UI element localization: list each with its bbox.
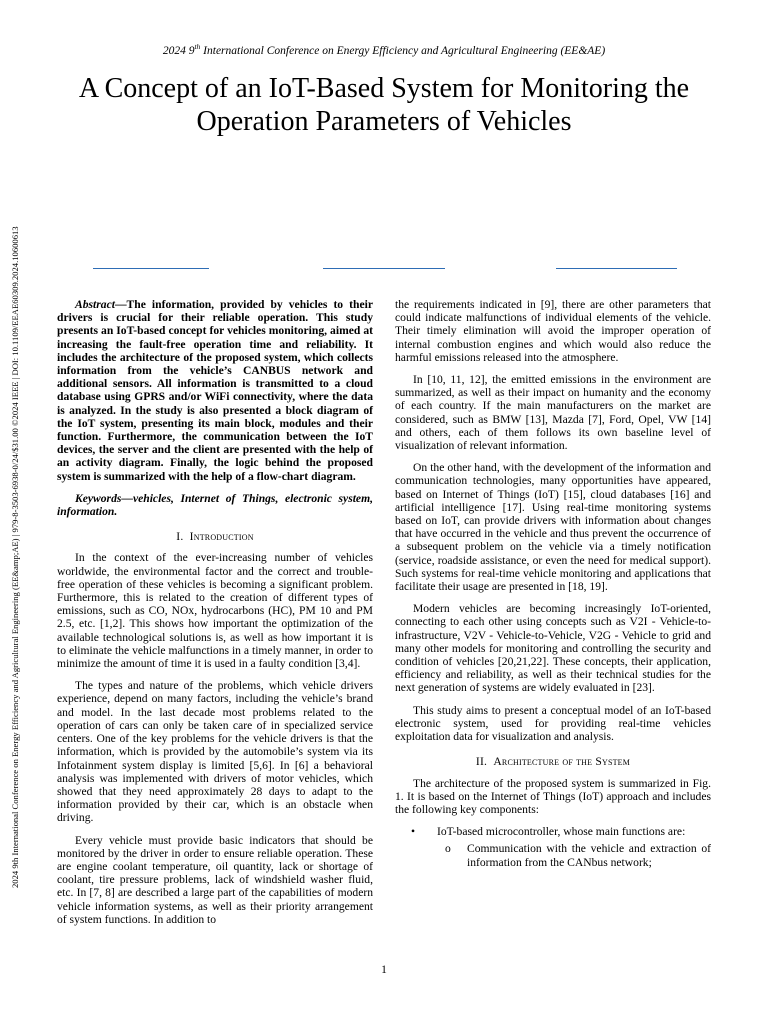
right-column [395,298,711,875]
intro-paragraph-4: In [10, 11, 12], the emitted emissions in the environment are summarized, as well as their impact on humanity and the economy of each country. If the main manufacturers on the market are considered, such as BMW [13], Mazda [7], Ford, Opel, VW [14] and others, each of them follows its own baseline level of visualization of relevant information. [395,373,711,453]
hollow-bullet-icon: o [445,842,451,856]
author-divider-1 [93,268,209,269]
abstract: Abstract—The information, provided by vehicles to their drivers is crucial for their reliable operation. This study presents an IoT-based concept for vehicles monitoring, aimed at increasing the fault-free operation time and reliability. It includes the architecture of the proposed system, which collects information from the vehicle’s CANBUS network and additional sensors. All information is transmitted to a cloud database using GPRS and/or WiFi connectivity, where the data is analyzed. In the study is also presented a block diagram of the IoT system, presenting its main block, modules and their function. Furthermore, the communication between the IoT devices, the server and the client are presented with the help of an activity diagram. Finally, the logic behind the proposed system is summarized with the help of a flow-chart diagram. [57,298,373,483]
list-item: • IoT-based microcontroller, whose main functions are: o Communication with the vehicle and extraction of information from the CANbus network; [411,825,711,869]
component-list [395,825,711,869]
keywords [57,492,373,518]
bullet-icon: • [411,825,416,839]
section-heading-architecture: II. Architecture of the System [475,755,631,769]
architecture-paragraph-1: The architecture of the proposed system is summarized in Fig. 1. It is based on the Internet of Things (IoT) approach and includes the following key components: [395,776,711,816]
intro-paragraph-6: Modern vehicles are becoming increasingly IoT-oriented, connecting to each other using concepts such as V2I - Vehicle-to-infrastructure, V2V - Vehicle-to-Vehicle, V2G - Vehicle to grid and many other models for monitoring and controlling the security and condition of vehicles [20,21,22]. These concepts, their application, efficiency and reliability, as well as their technical studies for the next generation of systems are widely evaluated in [23]. [395,602,711,695]
intro-paragraph-3: Every vehicle must provide basic indicators that should be monitored by the driver in order to ensure reliable operation. These are engine coolant temperature, oil quantity, lack or shortage of coolant, tire pressure problems, lack of windshield washer fluid, etc. In [7, 8] are described a large part of the capabilities of modern vehicle information systems, as well as their priority arrangement of system functions. In addition to [57,833,373,926]
intro-paragraph-5: On the other hand, with the development of the information and communication technologies, many opportunities have appeared, based on Internet of Things (IoT) [15], cloud databases [16] and artificial intelligence [17]. Using real-time monitoring systems based on IoT, can provide drivers with information about changes that have occurred in the vehicle and thus prevent the occurrence of a subsequent problem on the vehicle via a timely notification (service, roadside assistance, or even the need for medical support). Such systems for real-time vehicle monitoring and applications that facilitate their usage are presented in [18, 19]. [395,461,711,594]
keywords-label: Keywords— [75,491,133,505]
author-divider-2 [323,268,445,269]
intro-paragraph-3-cont: the requirements indicated in [9], there are other parameters that could indicate malfunctions of individual elements of the vehicle. Their timely elimination will avoid the improper operation of internal combustion engines and which would also reduce the harmful emissions released into the atmosphere. [395,298,711,364]
author-divider-3 [556,268,677,269]
abstract-label: Abstract [75,298,115,311]
section-heading-introduction: I. Introduction [176,530,254,544]
abstract-text: The information, provided by vehicles to their drivers is crucial for their reliable operation. This study presents an IoT-based concept for vehicles monitoring, aimed at increasing the fault-free operation time and reliability. It includes the architecture of the proposed system, which collects information from the vehicle’s CANBUS network and additional sensors. All information is transmitted to a cloud database using GPRS and/or WiFi connectivity, where the data is analyzed. In the study is also presented a block diagram of the IoT system, presenting its main block, modules and their function. Furthermore, the communication between the IoT devices, the server and the client are presented with the help of an activity diagram. Finally, the logic behind the proposed system is summarized with the help of a flow-chart diagram. [57,298,373,483]
intro-paragraph-7: This study aims to present a conceptual model of an IoT-based electronic system, used for providing real-time vehicles exploitation data for visualization and analysis. [395,703,711,744]
sub-list-item: o Communication with the vehicle and extraction of information from the CANbus network; [445,842,711,869]
intro-paragraph-2: The types and nature of the problems, which vehicle drivers experience, depend on many factors, including the vehicle’s brand and model. In the last decade most problems related to the operation of cars can only be taken care of in specialized service centers. One of the key problems for the vehicle drivers is that the information, which is provided by the automobile’s system via its Infotainment system display is limited [5,6]. In [6] a behavioral analysis was implemented with drivers of motor vehicles, which showed that they need approximately 28 days to adapt to the information provided by their car, which is an obstacle when driving. [57,679,373,825]
doi-side-strip: 2024 9th International Conference on Energy Efficiency and Agricultural Engineering (EE&amp;AE) | 979-8-3503-6938-0/24/$31.00 ©2024 IEEE | DOI: 10.1109/EEAE60309.2024.10600613 [10,226,20,888]
intro-paragraph-1: In the context of the ever-increasing number of vehicles worldwide, the environmental factor and the correct and trouble-free operation of these vehicles is becoming a significant problem. Furthermore, this is related to the creation of different types of emissions, such as CO, NOx, hydrocarbons (HC), PM 10 and PM 2.5, etc. [1,2]. This shows how important the optimization of the available technological solutions is, as well as how important it is to eliminate the vehicle malfunctions in a timely manner, in order to minimize the amount of time it is used in a faulty condition [3,4]. [57,551,373,671]
sub-list [437,842,711,868]
left-column [57,298,373,935]
page-number: 1 [381,964,387,976]
conference-header: 2024 9th International Conference on Energy Efficiency and Agricultural Engineering (EE&AE) [162,42,606,57]
keywords-text: vehicles, Internet of Things, electronic system, information. [57,491,373,519]
paper-title: A Concept of an IoT-Based System for Monitoring the Operation Parameters of Vehicles [78,73,690,137]
